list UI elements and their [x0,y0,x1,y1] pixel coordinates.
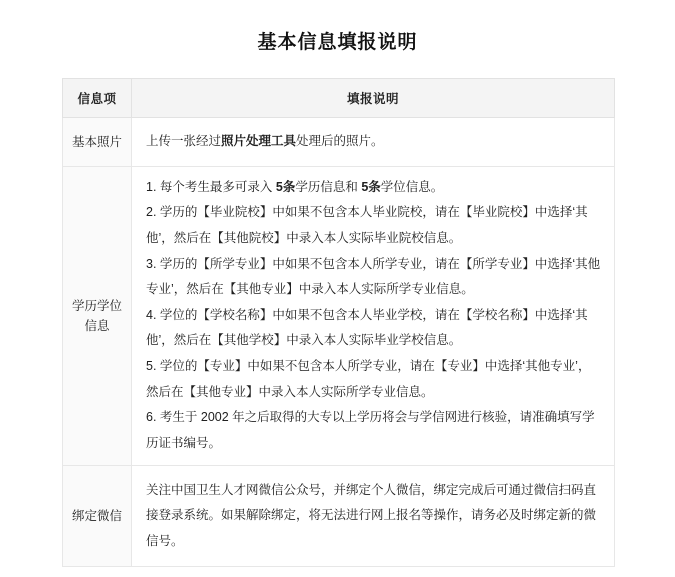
plain-text: 5. 学位的【专业】中如果不包含本人所学专业，请在【专业】中选择‘其他专业’，然后在【其他专业】中录入本人实际所学专业信息。 [146,359,591,399]
plain-text: 处理后的照片。 [296,134,384,148]
plain-text: 学历信息和 [295,179,362,194]
column-header-info-item: 信息项 [63,79,132,118]
row-description-cell [132,166,615,465]
emphasis-text: 5条 [361,179,381,194]
description-paragraph [146,478,602,555]
plain-text: 2. 学历的【毕业院校】中如果不包含本人毕业院校，请在【毕业院校】中选择‘其他’，然后在【其他院校】中录入本人实际毕业院校信息。 [146,205,588,245]
table-row [63,166,615,465]
description-paragraph [146,200,602,251]
table-header-row [63,79,615,118]
emphasis-text: 照片处理工具 [221,134,297,148]
info-table [62,78,615,567]
plain-text: 1. 每个考生最多可录入 [146,179,276,194]
description-paragraph [146,252,602,303]
row-description-cell [132,465,615,567]
description-paragraph [146,175,602,201]
row-label-cell: 学历学位信息 [63,166,132,465]
table-head [63,79,615,118]
row-description-cell [132,118,615,167]
table-body [63,118,615,567]
row-label-cell: 基本照片 [63,118,132,167]
page-title: 基本信息填报说明 [257,32,418,53]
description-paragraph [146,129,602,155]
info-table-wrapper [62,78,614,567]
emphasis-text: 5条 [275,179,296,194]
plain-text: 4. 学位的【学校名称】中如果不包含本人毕业学校，请在【学校名称】中选择‘其他’，然后在【其他学校】中录入本人实际毕业学校信息。 [146,307,588,348]
description-paragraph [146,303,602,354]
table-row [63,118,615,167]
column-header-instructions: 填报说明 [132,79,615,118]
plain-text: 6. 考生于 2002 年之后取得的大专以上学历将会与学信网进行核验，请准确填写学历证书编号。 [146,410,595,450]
description-paragraph [146,405,602,456]
plain-text: 上传一张经过 [146,134,222,148]
description-paragraph [146,354,602,405]
plain-text: 关注中国卫生人才网微信公众号，并绑定个人微信，绑定完成后可通过微信扫码直接登录系统。如果解除绑定，将无法进行网上报名等操作，请务必及时绑定新的微信号。 [146,482,597,548]
table-row [63,465,615,567]
plain-text: 3. 学历的【所学专业】中如果不包含本人所学专业，请在【所学专业】中选择‘其他专业’，然后在【其他专业】中录入本人实际所学专业信息。 [146,256,601,297]
row-label-cell: 绑定微信 [63,465,132,567]
plain-text: 学位信息。 [380,179,444,194]
